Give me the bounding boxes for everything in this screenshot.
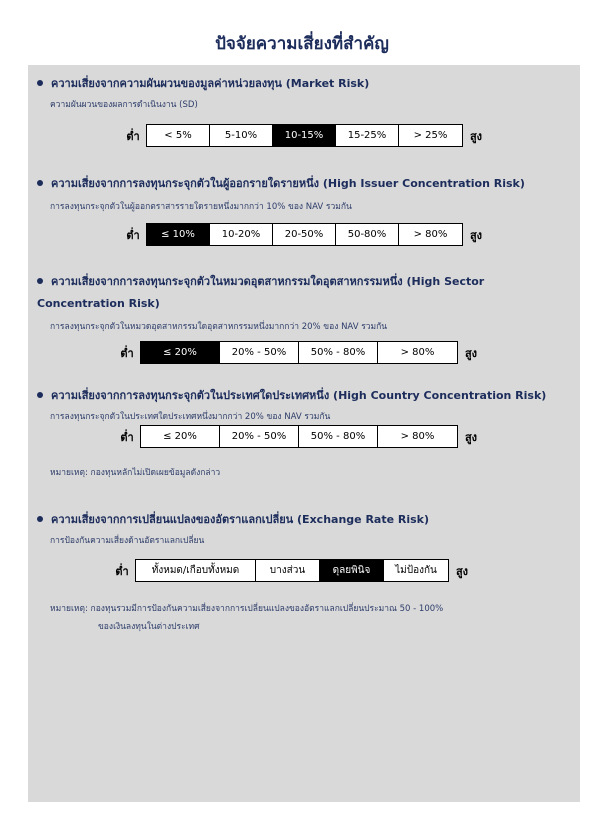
fx-note-line1: หมายเหตุ: กองทุนรวมมีการป้องกันความเสี่ยงจากการเปลี่ยนแปลงของอัตราแลกเปลี่ยนประมาณ 50 - 100% xyxy=(50,604,444,614)
risk-scale xyxy=(120,124,489,147)
scale-cells xyxy=(135,559,449,582)
scale-cell: 10-20% xyxy=(210,224,273,245)
scale-high-label: สูง xyxy=(469,129,483,143)
scale-cells xyxy=(146,124,463,147)
scale-cells xyxy=(146,223,463,246)
section-heading: ความเสี่ยงจากการลงทุนกระจุกตัวในผู้ออกรายใดรายหนึ่ง (High Issuer Concentration Risk) xyxy=(37,173,572,195)
section-heading: ความเสี่ยงจากการลงทุนกระจุกตัวในหมวดอุตสาหกรรมใดอุตสาหกรรมหนึ่ง (High Sector Concentration Risk) xyxy=(37,275,485,310)
scale-cell: ไม่ป้องกัน xyxy=(395,565,437,576)
risk-scale xyxy=(114,341,484,364)
section-heading: ความเสี่ยงจากการลงทุนกระจุกตัวในประเทศใดประเทศหนึ่ง (High Country Concentration Risk) xyxy=(37,385,572,407)
scale-cell: 15-25% xyxy=(336,125,399,146)
scale-cell: < 5% xyxy=(147,125,210,146)
scale-cells xyxy=(140,425,458,448)
scale-cell: 5-10% xyxy=(210,125,273,146)
scale-low-label: ต่ำ xyxy=(115,564,129,578)
risk-scale xyxy=(120,223,489,246)
scale-cell: ≤ 20% xyxy=(141,426,220,447)
scale-cell: > 80% xyxy=(413,229,448,240)
section-subtext: การป้องกันความเสี่ยงด้านอัตราแลกเปลี่ยน xyxy=(50,536,205,546)
scale-cell: > 80% xyxy=(400,347,435,358)
section-subtext: การลงทุนกระจุกตัวในประเทศใดประเทศหนึ่งมากกว่า 20% ของ NAV รวมกัน xyxy=(50,412,331,422)
scale-low-label: ต่ำ xyxy=(126,129,140,143)
risk-panel xyxy=(28,65,580,802)
scale-cell: 20% - 50% xyxy=(220,426,299,447)
scale-cell: 20-50% xyxy=(273,224,336,245)
scale-cell: 50% - 80% xyxy=(299,426,378,447)
scale-cell: 10-15% xyxy=(273,125,336,146)
country-note: หมายเหตุ: กองทุนหลักไม่เปิดเผยข้อมูลดังกล่าว xyxy=(50,468,221,478)
scale-low-label: ต่ำ xyxy=(120,430,134,444)
bullet-icon xyxy=(37,80,43,86)
scale-low-label: ต่ำ xyxy=(120,346,134,360)
scale-low-label: ต่ำ xyxy=(126,228,140,242)
section-heading: ความเสี่ยงจากการเปลี่ยนแปลงของอัตราแลกเปลี่ยน (Exchange Rate Risk) xyxy=(37,509,572,531)
section-subtext: ความผันผวนของผลการดำเนินงาน (SD) xyxy=(50,100,198,110)
scale-cell: ≤ 10% xyxy=(147,224,210,245)
bullet-icon xyxy=(37,180,43,186)
section-subtext: การลงทุนกระจุกตัวในผู้ออกตราสารรายใดรายหนึ่งมากกว่า 10% ของ NAV รวมกัน xyxy=(50,202,352,212)
scale-high-label: สูง xyxy=(455,564,469,578)
scale-cell: > 25% xyxy=(413,130,448,141)
fx-note-line2: ของเงินลงทุนในต่างประเทศ xyxy=(98,622,200,632)
scale-cell: 50-80% xyxy=(336,224,399,245)
bullet-icon xyxy=(37,278,43,284)
scale-cell: บางส่วน xyxy=(256,560,320,581)
bullet-icon xyxy=(37,392,43,398)
section-subtext: การลงทุนกระจุกตัวในหมวดอุตสาหกรรมใดอุตสาหกรรมหนึ่งมากกว่า 20% ของ NAV รวมกัน xyxy=(50,322,388,332)
scale-high-label: สูง xyxy=(464,430,478,444)
section-heading: ความเสี่ยงจากความผันผวนของมูลค่าหน่วยลงทุน (Market Risk) xyxy=(37,73,572,95)
bullet-icon xyxy=(37,516,43,522)
risk-scale xyxy=(109,559,475,582)
scale-high-label: สูง xyxy=(469,228,483,242)
scale-cell: ดุลยพินิจ xyxy=(320,560,384,581)
scale-cell: > 80% xyxy=(400,431,435,442)
risk-scale xyxy=(114,425,484,448)
page-title: ปัจจัยความเสี่ยงที่สำคัญ xyxy=(215,34,389,54)
scale-cell: ≤ 20% xyxy=(141,342,220,363)
scale-cell: 50% - 80% xyxy=(299,342,378,363)
scale-cell: ทั้งหมด/เกือบทั้งหมด xyxy=(136,560,256,581)
scale-cells xyxy=(140,341,458,364)
scale-cell: 20% - 50% xyxy=(220,342,299,363)
scale-high-label: สูง xyxy=(464,346,478,360)
